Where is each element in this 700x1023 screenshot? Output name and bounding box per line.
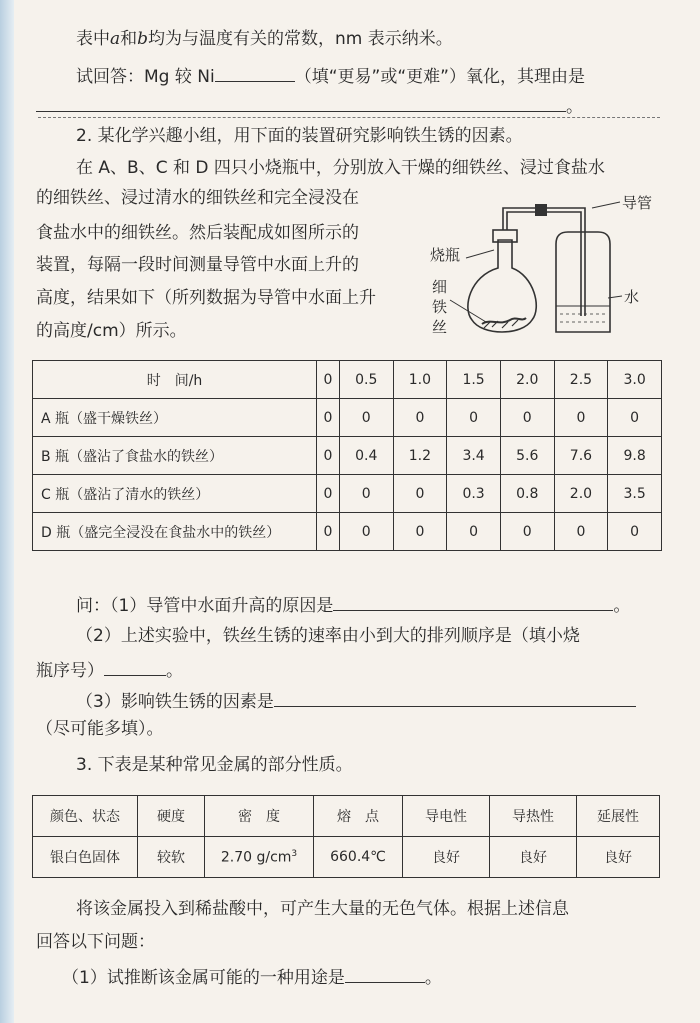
apparatus-drawing bbox=[430, 188, 670, 348]
question-3-para-line-1: 将该金属投入到稀盐酸中，可产生大量的无色气体。根据上述信息 bbox=[76, 899, 569, 919]
answer-blank-order[interactable] bbox=[104, 657, 166, 676]
question-2-para-line-1: 在 A、B、C 和 D 四只小烧瓶中，分别放入干燥的细铁丝、浸过食盐水 bbox=[76, 158, 605, 178]
label-flask: 烧瓶 bbox=[430, 246, 461, 264]
question-3-title: 3. 下表是某种常见金属的部分性质。 bbox=[76, 755, 353, 775]
label-wire-3: 丝 bbox=[432, 318, 448, 336]
label-tube: 导管 bbox=[622, 194, 653, 212]
answer-blank-water-rise[interactable] bbox=[333, 592, 613, 611]
table-row: C 瓶（盛沾了清水的铁丝） 0 0 0 0.3 0.8 2.0 3.5 bbox=[33, 475, 662, 513]
table-header-row: 时 间/h 0 0.5 1.0 1.5 2.0 2.5 3.0 bbox=[33, 361, 662, 399]
question-2-para-line-3: 食盐水中的细铁丝。然后装配成如图所示的 bbox=[36, 223, 359, 243]
question-3-para-line-2: 回答以下问题： bbox=[36, 932, 155, 952]
question-2-para-line-6: 的高度/cm）所示。 bbox=[36, 321, 187, 341]
question-3-ask-1: （1）试推断该金属可能的一种用途是 。 bbox=[62, 964, 442, 989]
answer-blank-use[interactable] bbox=[345, 964, 425, 983]
table-row: D 瓶（盛完全浸没在食盐水中的铁丝） 0 0 0 0 0 0 0 bbox=[33, 513, 662, 551]
label-water: 水 bbox=[624, 288, 640, 306]
label-wire-1: 细 bbox=[432, 278, 448, 296]
question-2-ask-2b: 瓶序号） 。 bbox=[36, 657, 183, 682]
question-2-ask-3: （3）影响铁生锈的因素是 bbox=[76, 688, 636, 713]
section-separator bbox=[38, 117, 660, 118]
question-2-para-line-2: 的细铁丝、浸过清水的细铁丝和完全浸没在 bbox=[36, 188, 359, 208]
table-row: 银白色固体 较软 2.70 $g/cm^3$ 660.4℃ 良好 良好 良好 bbox=[33, 837, 660, 878]
table-row: A 瓶（盛干燥铁丝） 0 0 0 0 0 0 0 bbox=[33, 399, 662, 437]
question-2-para-line-5: 高度，结果如下（所列数据为导管中水面上升 bbox=[36, 288, 376, 308]
metal-property-table bbox=[32, 795, 660, 878]
answer-blank-factors[interactable] bbox=[274, 688, 636, 707]
rust-data-table bbox=[32, 360, 662, 551]
density-cell: 2.70 $g/cm^3$ bbox=[205, 837, 314, 878]
intro-line-3: 。 bbox=[36, 93, 583, 118]
answer-blank-oxidation[interactable] bbox=[215, 63, 295, 82]
table-row: B 瓶（盛沾了食盐水的铁丝） 0 0.4 1.2 3.4 5.6 7.6 9.8 bbox=[33, 437, 662, 475]
question-2-ask-1: 问：（1）导管中水面升高的原因是 。 bbox=[76, 592, 630, 617]
intro-line-1: 表中a和b均为与温度有关的常数，nm 表示纳米。 bbox=[76, 29, 453, 49]
label-wire-2: 铁 bbox=[432, 298, 448, 316]
question-2-title: 2. 某化学兴趣小组，用下面的装置研究影响铁生锈的因素。 bbox=[76, 126, 523, 146]
question-2-para-line-4: 装置，每隔一段时间测量导管中水面上升的 bbox=[36, 255, 359, 275]
question-2-ask-2a: （2）上述实验中，铁丝生锈的速率由小到大的排列顺序是（填小烧 bbox=[76, 626, 580, 646]
table-header-row: 颜色、状态 硬度 密 度 熔 点 导电性 导热性 延展性 bbox=[33, 796, 660, 837]
apparatus-figure bbox=[430, 188, 670, 348]
question-2-ask-3b: （尽可能多填）。 bbox=[36, 719, 164, 739]
intro-line-2: 试回答：Mg 较 Ni （填“更易”或“更难”）氧化，其理由是 bbox=[76, 63, 585, 88]
answer-blank-reason[interactable] bbox=[36, 93, 566, 112]
